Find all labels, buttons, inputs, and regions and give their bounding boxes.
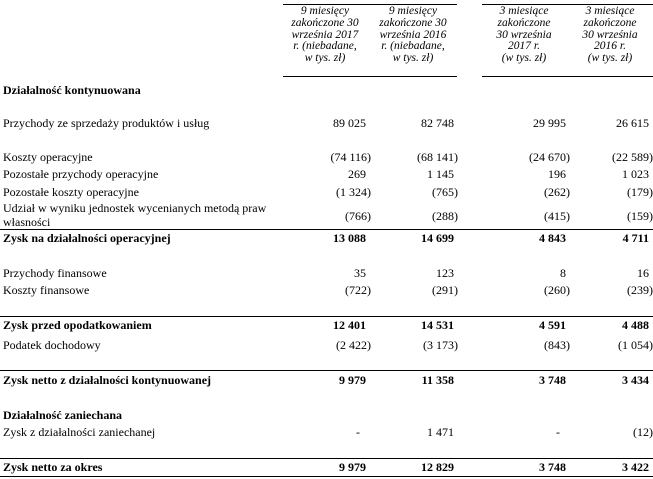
cell-value: (74 116) (330, 150, 371, 164)
row-label: Przychody ze sprzedaży produktów i usług (3, 116, 210, 130)
header-bottom-rule (482, 76, 653, 77)
section-heading-discontinued: Działalność zaniechana (3, 408, 122, 422)
cell-value-total: 3 748 (539, 460, 566, 474)
row-label: Zysk z działalności zaniechanej (3, 425, 156, 439)
cell-value-total: 3 434 (622, 373, 649, 387)
bottom-rule (0, 476, 653, 477)
row-label: Udział w wyniku jednostek wycenianych metodą praw (3, 201, 267, 215)
row-label-total: Zysk netto z działalności kontynuowanej (3, 373, 212, 387)
cell-value-total: 3 422 (622, 460, 649, 474)
row-label-total: Zysk na działalności operacyjnej (3, 231, 171, 245)
cell-value-total: 14 699 (421, 231, 454, 245)
header-top-rule (482, 4, 653, 5)
cell-value: (843) (544, 338, 570, 352)
cell-value: 82 748 (421, 116, 454, 130)
cell-value: 35 (354, 266, 366, 280)
section-heading-continuing: Działalność kontynuowana (3, 83, 141, 97)
column-header-3m-2016: 3 miesiące zakończone 30 września 2016 r. (w tys. zł) (582, 5, 638, 65)
column-header-9m-2017: 9 miesięcy zakończone 30 września 2017 r. (niebadane, w tys. zł) (291, 5, 359, 65)
cell-value-total: 4 488 (622, 318, 649, 332)
row-label-total: Zysk przed opodatkowaniem (3, 318, 152, 332)
row-label: Przychody finansowe (3, 266, 107, 280)
total-rule (0, 229, 653, 230)
cell-value: (1 054) (618, 338, 653, 352)
cell-value: (12) (633, 425, 653, 439)
cell-value: 1 023 (622, 167, 649, 181)
total-rule (0, 316, 653, 317)
cell-value-total: 4 843 (539, 231, 566, 245)
cell-value: - (556, 425, 560, 439)
row-label-total: Zysk netto za okres (3, 460, 103, 474)
cell-value: 123 (436, 266, 454, 280)
row-label: Koszty operacyjne (3, 150, 93, 164)
cell-value: (1 324) (336, 185, 371, 199)
header-bottom-rule (283, 76, 457, 77)
row-label: Podatek dochodowy (3, 338, 101, 352)
cell-value: 16 (637, 266, 649, 280)
cell-value: 269 (348, 167, 366, 181)
cell-value-total: 4 711 (622, 231, 649, 245)
cell-value: (2 422) (336, 338, 371, 352)
cell-value: (262) (544, 185, 570, 199)
cell-value: 8 (560, 266, 566, 280)
cell-value: (159) (627, 209, 653, 223)
total-rule (0, 370, 653, 371)
cell-value-total: 11 358 (421, 373, 454, 387)
cell-value: 1 145 (427, 167, 454, 181)
cell-value-total: 9 979 (339, 373, 366, 387)
cell-value: (765) (432, 185, 458, 199)
row-label: Pozostałe przychody operacyjne (3, 167, 159, 181)
cell-value: 29 995 (533, 116, 566, 130)
cell-value-total: 3 748 (539, 373, 566, 387)
cell-value: (3 173) (423, 338, 458, 352)
cell-value-total: 4 591 (539, 318, 566, 332)
cell-value: - (356, 425, 360, 439)
column-header-3m-2017: 3 miesiące zakończone 30 września 2017 r. (w tys. zł) (496, 5, 552, 65)
cell-value: (24 670) (529, 150, 570, 164)
cell-value: (260) (544, 283, 570, 297)
cell-value: 196 (548, 167, 566, 181)
cell-value: (288) (432, 209, 458, 223)
cell-value-total: 14 531 (421, 318, 454, 332)
header-top-rule (283, 4, 457, 5)
row-label-continued: własności (3, 215, 51, 229)
cell-value: 26 615 (616, 116, 649, 130)
cell-value: (68 141) (417, 150, 458, 164)
cell-value: (722) (345, 283, 371, 297)
total-rule (0, 458, 653, 459)
cell-value: (239) (627, 283, 653, 297)
column-header-9m-2016: 9 miesięcy zakończone 30 września 2016 r. (niebadane, w tys. zł) (379, 5, 447, 65)
cell-value-total: 12 401 (333, 318, 366, 332)
cell-value: (179) (627, 185, 653, 199)
cell-value: (415) (544, 209, 570, 223)
cell-value-total: 12 829 (421, 460, 454, 474)
row-label: Pozostałe koszty operacyjne (3, 185, 139, 199)
cell-value: (291) (432, 283, 458, 297)
cell-value: 89 025 (333, 116, 366, 130)
cell-value: (22 589) (612, 150, 653, 164)
cell-value: 1 471 (427, 425, 454, 439)
cell-value-total: 13 088 (333, 231, 366, 245)
row-label: Koszty finansowe (3, 283, 90, 297)
cell-value-total: 9 979 (339, 460, 366, 474)
cell-value: (766) (345, 209, 371, 223)
